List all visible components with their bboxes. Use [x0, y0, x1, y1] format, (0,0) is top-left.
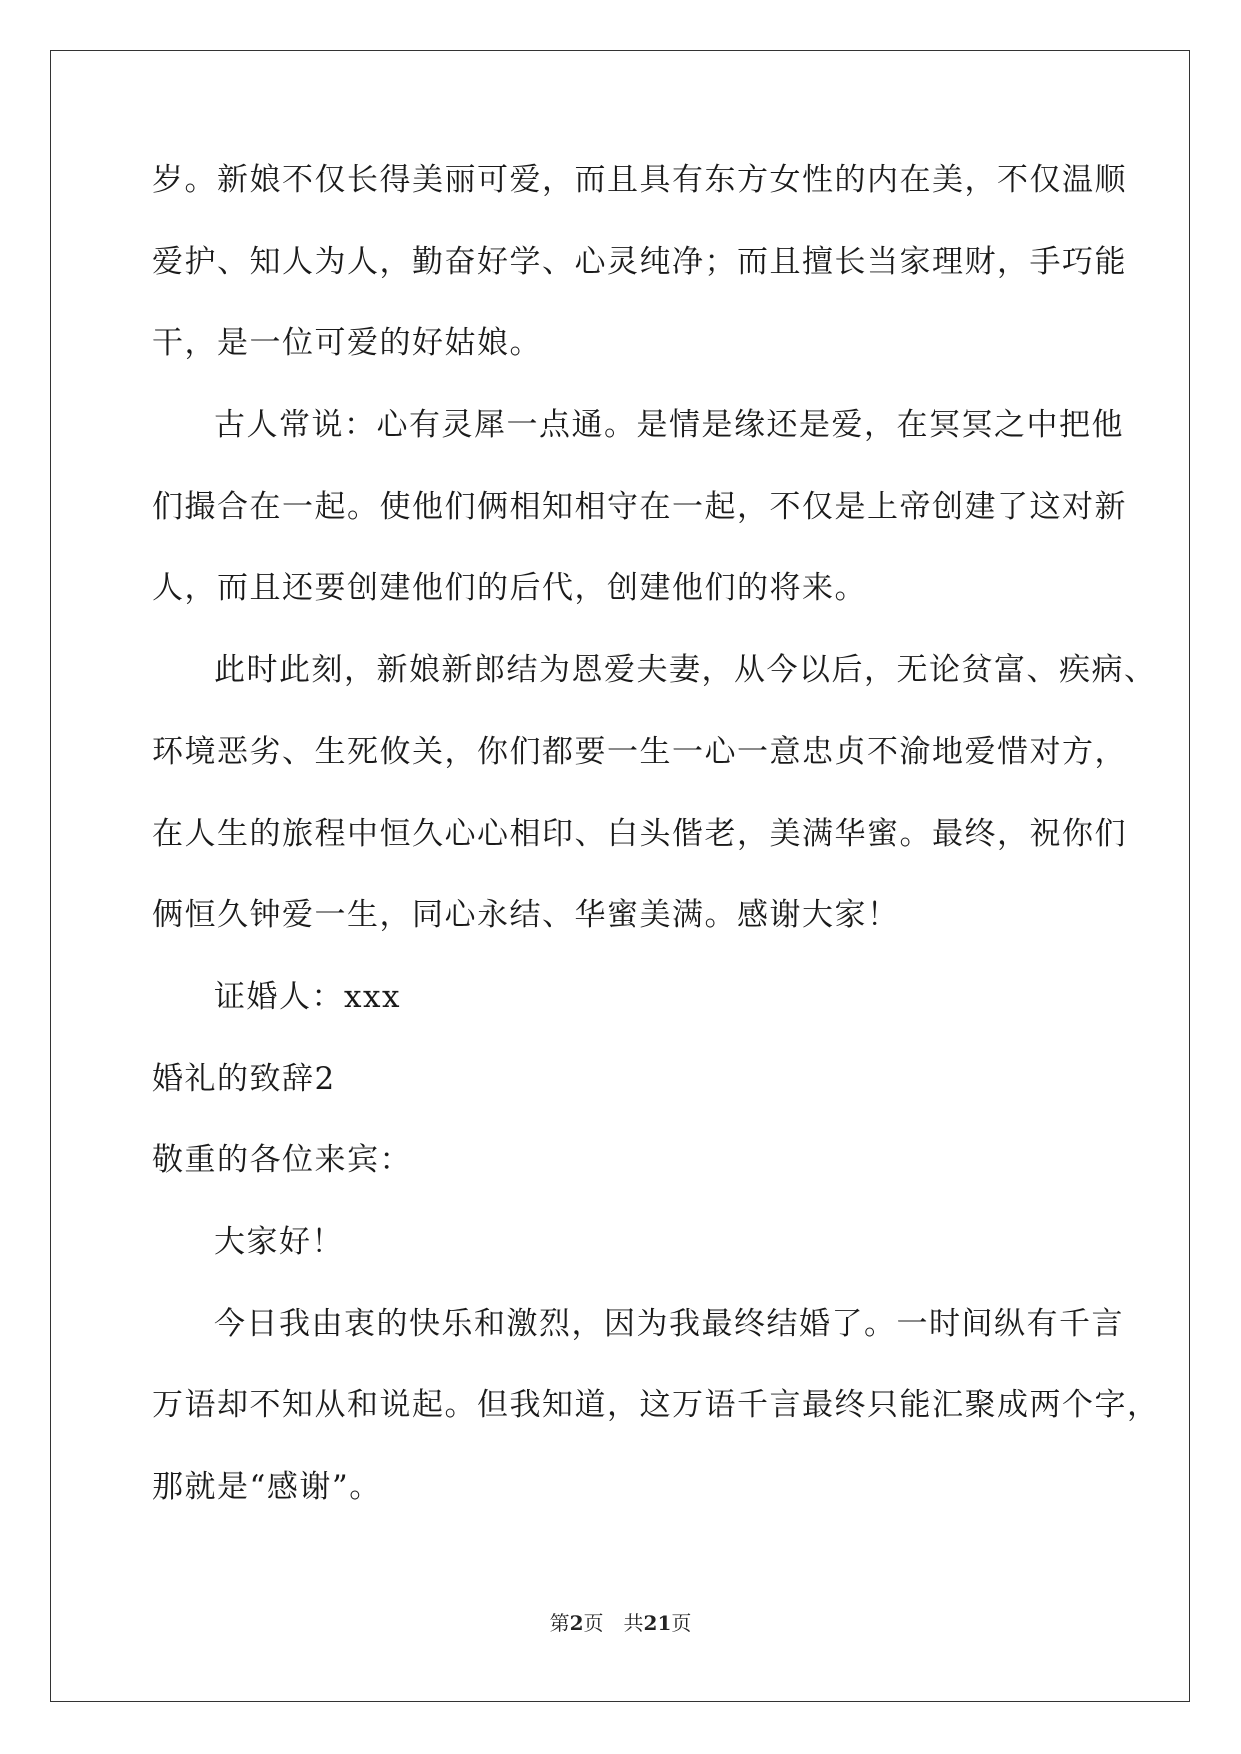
total-pages-number: 21 — [643, 1611, 672, 1635]
paragraph-line: 那就是“感谢”。 — [152, 1469, 382, 1505]
footer-page-suffix: 页 — [583, 1611, 604, 1635]
paragraph-line: 们撮合在一起。使他们俩相知相守在一起，不仅是上帝创建了这对新 — [152, 488, 1127, 525]
salutation: 敬重的各位来宾： — [152, 1142, 412, 1179]
paragraph-line: 干，是一位可爱的好姑娘。 — [152, 325, 542, 362]
paragraph-line: 环境恶劣、生死攸关，你们都要一生一心一意忠贞不渝地爱惜对方， — [152, 733, 1127, 770]
document-body — [152, 160, 1160, 1549]
paragraph-line: 万语却不知从和说起。但我知道，这万语千言最终只能汇聚成两个字， — [152, 1387, 1160, 1424]
greeting: 大家好！ — [214, 1223, 344, 1260]
current-page-number: 2 — [569, 1611, 584, 1635]
page-footer — [0, 1607, 1241, 1636]
paragraph-line: 爱护、知人为人，勤奋好学、心灵纯净；而且擅长当家理财，手巧能 — [152, 243, 1127, 280]
paragraph-line: 岁。新娘不仅长得美丽可爱，而且具有东方女性的内在美，不仅温顺 — [152, 162, 1127, 198]
section-heading: 婚礼的致辞2 — [152, 1060, 336, 1097]
paragraph-line: 俩恒久钟爱一生，同心永结、华蜜美满。感谢大家！ — [152, 897, 900, 934]
paragraph-line: 在人生的旅程中恒久心心相印、白头偕老，美满华蜜。最终，祝你们 — [152, 815, 1127, 852]
paragraph-line: 今日我由衷的快乐和激烈，因为我最终结婚了。一时间纵有千言 — [214, 1305, 1124, 1342]
signature-line: 证婚人：xxx — [214, 978, 401, 1015]
paragraph-line: 人，而且还要创建他们的后代，创建他们的将来。 — [152, 570, 867, 607]
footer-prefix: 第 — [549, 1611, 570, 1635]
paragraph-line: 此时此刻，新娘新郎结为恩爱夫妻，从今以后，无论贫富、疾病、 — [214, 652, 1157, 689]
footer-total-prefix: 共 — [623, 1611, 644, 1635]
footer-total-suffix: 页 — [671, 1611, 692, 1635]
paragraph-line: 古人常说：心有灵犀一点通。是情是缘还是爱，在冥冥之中把他 — [214, 407, 1124, 444]
